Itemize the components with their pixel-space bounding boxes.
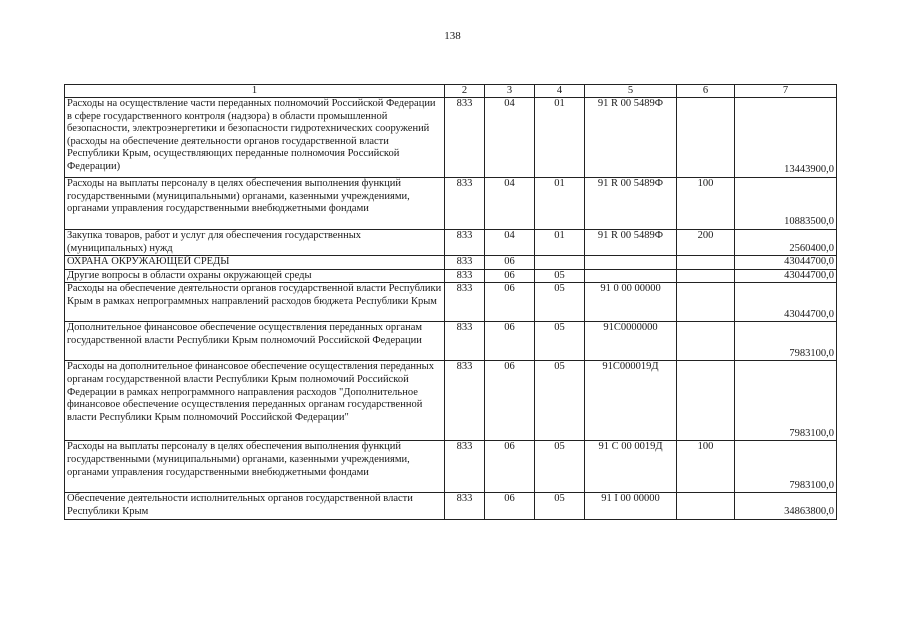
expense-name: Расходы на выплаты персоналу в целях обеспечения выполнения функций государственными (муниципальными) органами, казенными учреждениями, органами управления государственными внебюджетными фондами <box>65 441 445 493</box>
expense-type-code: 100 <box>677 441 735 493</box>
target-code: 91 0 00 00000 <box>585 283 677 322</box>
expense-type-code <box>677 256 735 270</box>
table-row <box>65 230 837 256</box>
target-code: 91 R 00 5489Ф <box>585 98 677 178</box>
amount: 13443900,0 <box>735 98 837 178</box>
table-row <box>65 361 837 441</box>
section-code: 06 <box>485 361 535 441</box>
expense-type-code <box>677 361 735 441</box>
target-code: 91 I 00 00000 <box>585 493 677 519</box>
ministry-code: 833 <box>445 441 485 493</box>
column-header: 2 <box>445 85 485 98</box>
expense-type-code: 200 <box>677 230 735 256</box>
column-header: 6 <box>677 85 735 98</box>
ministry-code: 833 <box>445 230 485 256</box>
expense-name: Закупка товаров, работ и услуг для обеспечения государственных (муниципальных) нужд <box>65 230 445 256</box>
table-row <box>65 256 837 270</box>
amount: 7983100,0 <box>735 322 837 361</box>
expense-name: Расходы на выплаты персоналу в целях обеспечения выполнения функций государственными (муниципальными) органами, казенными учреждениями, органами управления государственными внебюджетными фондами <box>65 178 445 230</box>
section-code: 04 <box>485 230 535 256</box>
column-header: 5 <box>585 85 677 98</box>
amount: 34863800,0 <box>735 493 837 519</box>
expense-type-code <box>677 98 735 178</box>
section-code: 06 <box>485 283 535 322</box>
expense-type-code <box>677 322 735 361</box>
subsection-code: 01 <box>535 178 585 230</box>
column-header: 1 <box>65 85 445 98</box>
table-row <box>65 269 837 283</box>
expense-name: Расходы на дополнительное финансовое обеспечение осуществления переданных органам государственной власти Республики Крым полномочий Российской Федерации в рамках непрограммного направления расходов "Дополнительное финансовое обеспечение осуществления переданных органам государственной власти Республики Крым полномочий Российской Федерации" <box>65 361 445 441</box>
expense-type-code: 100 <box>677 178 735 230</box>
section-code: 06 <box>485 269 535 283</box>
ministry-code: 833 <box>445 493 485 519</box>
expense-type-code <box>677 269 735 283</box>
section-code: 06 <box>485 256 535 270</box>
section-code: 06 <box>485 441 535 493</box>
ministry-code: 833 <box>445 269 485 283</box>
subsection-code: 01 <box>535 230 585 256</box>
section-code: 06 <box>485 493 535 519</box>
target-code: 91С0000000 <box>585 322 677 361</box>
expense-type-code <box>677 493 735 519</box>
target-code: 91 R 00 5489Ф <box>585 178 677 230</box>
table-header-row <box>65 85 837 98</box>
table-row <box>65 178 837 230</box>
section-code: 04 <box>485 98 535 178</box>
ministry-code: 833 <box>445 178 485 230</box>
amount: 43044700,0 <box>735 256 837 270</box>
target-code: 91 С 00 0019Д <box>585 441 677 493</box>
amount: 2560400,0 <box>735 230 837 256</box>
ministry-code: 833 <box>445 256 485 270</box>
target-code: 91 R 00 5489Ф <box>585 230 677 256</box>
expense-type-code <box>677 283 735 322</box>
table-row <box>65 493 837 519</box>
column-header: 3 <box>485 85 535 98</box>
page-number: 138 <box>444 30 461 42</box>
target-code: 91С000019Д <box>585 361 677 441</box>
table-row <box>65 283 837 322</box>
ministry-code: 833 <box>445 283 485 322</box>
expense-name: ОХРАНА ОКРУЖАЮЩЕЙ СРЕДЫ <box>65 256 445 270</box>
amount: 7983100,0 <box>735 361 837 441</box>
subsection-code <box>535 256 585 270</box>
ministry-code: 833 <box>445 322 485 361</box>
column-header: 7 <box>735 85 837 98</box>
table-row <box>65 98 837 178</box>
subsection-code: 05 <box>535 269 585 283</box>
expense-name: Другие вопросы в области охраны окружающей среды <box>65 269 445 283</box>
target-code <box>585 269 677 283</box>
expense-name: Расходы на осуществление части переданных полномочий Российской Федерации в сфере государственного контроля (надзора) в области промышленной безопасности, электроэнергетики и безопасности гидротехнических сооружений (расходы на обеспечение деятельности органов государственной власти Республики Крым, осуществляющих переданные полномочия Российской Федерации) <box>65 98 445 178</box>
subsection-code: 05 <box>535 441 585 493</box>
expense-name: Дополнительное финансовое обеспечение осуществления переданных органам государственной власти Республики Крым полномочий Российской Федерации <box>65 322 445 361</box>
column-header: 4 <box>535 85 585 98</box>
amount: 7983100,0 <box>735 441 837 493</box>
ministry-code: 833 <box>445 361 485 441</box>
expense-name: Обеспечение деятельности исполнительных органов государственной власти Республики Крым <box>65 493 445 519</box>
subsection-code: 05 <box>535 283 585 322</box>
budget-table <box>64 84 837 520</box>
section-code: 06 <box>485 322 535 361</box>
amount: 43044700,0 <box>735 269 837 283</box>
target-code <box>585 256 677 270</box>
table-row <box>65 322 837 361</box>
amount: 43044700,0 <box>735 283 837 322</box>
subsection-code: 05 <box>535 361 585 441</box>
subsection-code: 05 <box>535 493 585 519</box>
ministry-code: 833 <box>445 98 485 178</box>
subsection-code: 01 <box>535 98 585 178</box>
expense-name: Расходы на обеспечение деятельности органов государственной власти Республики Крым в рамках непрограммных направлений расходов бюджета Республики Крым <box>65 283 445 322</box>
subsection-code: 05 <box>535 322 585 361</box>
amount: 10883500,0 <box>735 178 837 230</box>
table-row <box>65 441 837 493</box>
section-code: 04 <box>485 178 535 230</box>
